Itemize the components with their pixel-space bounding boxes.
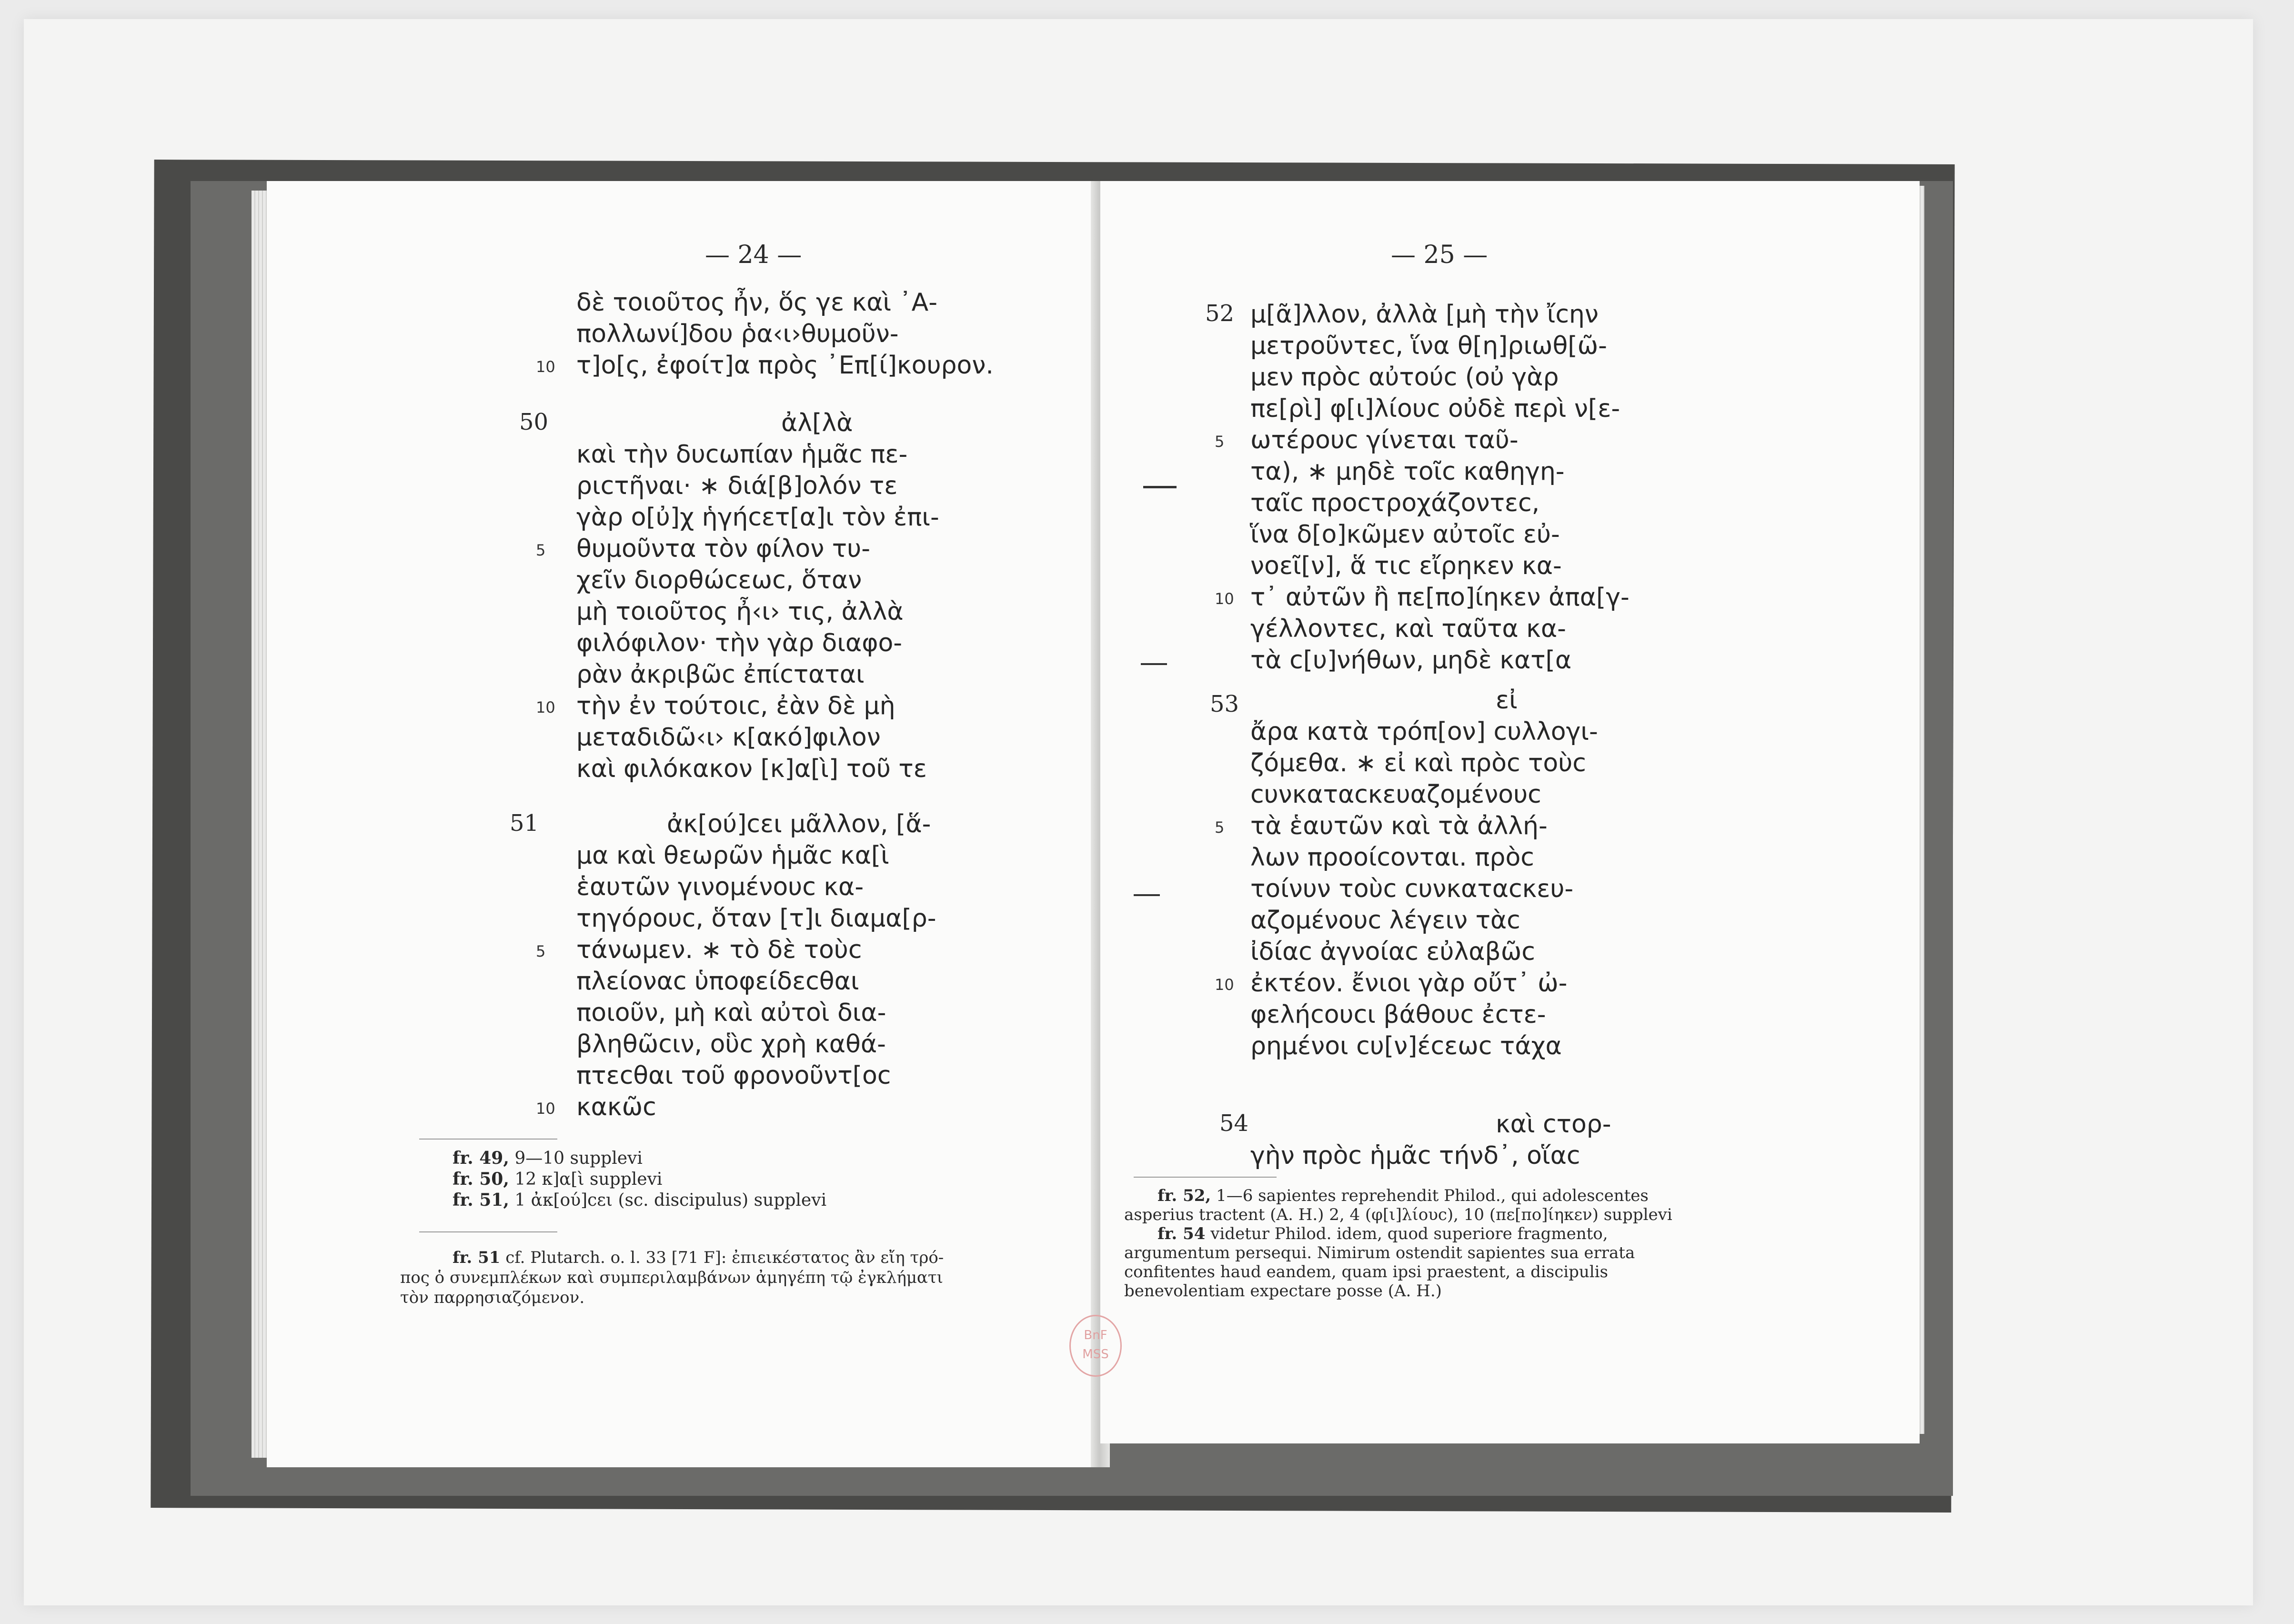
text-line: τα), ∗ μηδὲ τοῖϲ καθηγη- [1250,457,1565,486]
text-line: ἐκτέον. ἔνιοι γὰρ οὔτ᾿ ὠ- [1250,969,1568,998]
text-line: ἀκ[ού]ϲει μᾶλλον, [ἅ- [667,810,931,838]
footnote-line [400,1288,584,1307]
text-line: τάνωμεν. ∗ τὸ δὲ τοὺϲ [576,936,862,964]
fragment-number: 50 [519,409,549,435]
footnote-line [453,1148,643,1168]
footnote-line [1124,1243,1635,1262]
footnote-line [1124,1205,1672,1224]
footnote-ref: fr. 49, [453,1148,509,1168]
footnote-text: argumentum persequi. Nimirum ostendit sapientes sua errata [1124,1243,1635,1262]
library-stamp [1069,1315,1122,1377]
text-line: μεταδιδῶ‹ι› κ[ακό]φιλον [576,723,881,752]
text-line: εἰ [1496,686,1518,715]
line-number: 5 [1215,818,1225,837]
text-line: μετροῦντεϲ, ἵνα θ[η]ριωθ[ῶ- [1250,332,1607,360]
footnote-text: τὸν παρρησιαζόμενον. [400,1288,585,1307]
line-number: 10 [1215,590,1234,608]
line-number: 10 [536,358,555,376]
footnote-text: cf. Plutarch. o. l. 33 [71 F]: ἐπιεικέστατος ἂν εἴη τρό- [505,1248,944,1267]
footnote-line [400,1268,943,1287]
text-line: ἰδίαϲ ἀγνοίαϲ εὐλαβῶϲ [1250,938,1535,966]
text-line: ϲυνκαταϲκευαζομένουϲ [1250,780,1541,809]
text-line: ταῖϲ προϲτροχάζοντεϲ, [1250,489,1540,517]
page-number: — 24 — [705,241,802,269]
text-line: καὶ φιλόκακον [κ]α[ὶ] τοῦ τε [576,755,927,783]
text-line: πλείοναϲ ὑποφείδεϲθαι [576,967,859,996]
text-line: δὲ τοιοῦτος ἦν, ὅς γε καὶ ᾿Α- [576,288,937,317]
footnote-ref: fr. 50, [453,1169,509,1189]
footnote-text: videtur Philod. idem, quod superiore fragmento, [1210,1224,1608,1243]
footnote-ref: fr. 52, [1157,1186,1211,1205]
text-line: καὶ ϲτορ- [1496,1110,1611,1139]
footnote-line [1124,1281,1442,1301]
left-page [267,181,1096,1467]
text-line: λων προοίϲονται. πρὸϲ [1250,843,1534,872]
text-line: ἀλ[λὰ [781,409,853,437]
text-line: φελήϲουϲι βάθουϲ ἐϲτε- [1250,1000,1546,1029]
text-line: χεῖν διορθώϲεωϲ, ὅταν [576,566,862,595]
text-line: τηγόρουϲ, ὅταν [τ]ι διαμα[ρ- [576,904,936,933]
text-line: τὰ ϲ[υ]νήθων, μηδὲ κατ[α [1250,646,1572,675]
footnote-line [1157,1186,1649,1205]
text-line: μὴ τοιοῦτος ἦ‹ι› τις, ἀλλὰ [576,597,904,626]
footnote-line [453,1248,944,1267]
text-line: τοίνυν τοὺϲ ϲυνκαταϲκευ- [1250,875,1574,903]
text-line: μα καὶ θεωρῶν ἡμᾶϲ κα[ὶ [576,841,889,870]
footnote-text: 1—6 sapientes reprehendit Philod., qui adolescentes [1216,1186,1649,1205]
footnote-line [453,1190,826,1210]
margin-mark [1141,663,1167,665]
margin-mark [1134,894,1160,896]
line-number: 10 [536,1099,555,1118]
footnote-rule [1134,1177,1277,1178]
text-line: πτεϲθαι τοῦ φρονοῦντ[οϲ [576,1061,891,1090]
text-line: ωτέρουϲ γίνεται ταῦ- [1250,426,1519,454]
text-line: αζομένουϲ λέγειν τὰϲ [1250,906,1520,935]
fragment-number: 51 [510,810,539,837]
footnote-ref: fr. 54 [1157,1224,1206,1243]
text-line: τὰ ἑαυτῶν καὶ τὰ ἀλλή- [1250,812,1548,840]
footnote-text: benevolentiam expectare posse (A. H.) [1124,1281,1442,1301]
fragment-number: 54 [1219,1110,1249,1137]
footnote-line [453,1169,662,1189]
footnote-line [1124,1262,1608,1281]
text-line: γὰρ ο[ὐ]χ ἡγήϲετ[α]ι τὸν ἐπι- [576,503,939,532]
line-number: 10 [536,698,555,716]
footnote-text: 1 ἀκ[ού]ϲει (sc. discipulus) supplevi [514,1190,827,1210]
right-page [1100,181,1920,1443]
text-line: ρὰν ἀκριβῶϲ ἐπίϲταται [576,660,865,689]
footnote-rule [419,1231,557,1232]
footnote-text: 9—10 supplevi [514,1149,643,1168]
text-line: ρημένοι ϲυ[ν]έϲεωϲ τάχα [1250,1032,1562,1060]
text-line: ζόμεθα. ∗ εἰ καὶ πρὸϲ τοὺϲ [1250,749,1586,777]
text-line: τὴν ἐν τούτοιϲ, ἐὰν δὲ μὴ [576,692,895,720]
text-line: γέλλοντεϲ, καὶ ταῦτα κα- [1250,615,1566,643]
text-line: ριϲτῆναι· ∗ διά[β]ολόν τε [576,472,898,500]
fragment-number: 53 [1210,691,1239,717]
stamp-line: BnF [1084,1328,1107,1342]
page-number: — 25 — [1391,241,1488,269]
text-line: καὶ τὴν δυϲωπίαν ἡμᾶϲ πε- [576,440,908,469]
stamp-line: MSS [1082,1347,1109,1362]
text-line: μ[ᾶ]λλον, ἀλλὰ [μὴ τὴν ἴϲην [1250,300,1599,329]
text-line: φιλόφιλον· τὴν γὰρ διαφο- [576,629,903,657]
text-line: κακῶϲ [576,1093,656,1121]
text-line: ἵνα δ[ο]κῶμεν αὐτοῖϲ εὐ- [1250,520,1560,549]
line-number: 5 [536,942,546,960]
text-line: τ᾿ αὐτῶν ἢ πε[πο]ίηκεν ἀπα[γ- [1250,583,1630,612]
footnote-text: πος ὁ συνεμπλέκων καὶ συμπεριλαμβάνων ἀμηγέπη τῷ ἐγκλήματι [400,1268,944,1287]
text-line: γὴν πρὸϲ ἡμᾶϲ τήνδ᾿, οἵαϲ [1250,1141,1580,1170]
text-line: βληθῶϲιν, οὓϲ χρὴ καθά- [576,1030,886,1059]
footnote-line [1157,1224,1608,1243]
text-line: τ]ο[ς, ἐφοίτ]α πρὸς ᾿Επ[ί]κουρον. [576,351,994,380]
line-number: 5 [1215,433,1225,451]
text-line: πε[ρὶ] φ[ι]λίουϲ οὐδὲ περὶ ν[ε- [1250,394,1620,423]
footnote-ref: fr. 51, [453,1190,509,1210]
text-line: νοεῖ[ν], ἅ τιϲ εἴρηκεν κα- [1250,552,1562,580]
text-line: ἑαυτῶν γινομένουϲ κα- [576,873,864,901]
footnote-ref: fr. 51 [453,1248,501,1267]
footnote-text: asperius tractent (A. H.) 2, 4 (φ[ι]λίουϲ), 10 (πε[πο]ίηκεν) supplevi [1124,1205,1672,1224]
footnote-text: confitentes haud eandem, quam ipsi praestent, a discipulis [1124,1262,1608,1281]
footnote-text: 12 κ]α[ὶ supplevi [514,1170,663,1189]
text-line: ἄρα κατὰ τρόπ[ον] ϲυλλογι- [1250,717,1598,746]
text-line: μεν πρὸϲ αὐτούϲ (οὐ γὰρ [1250,363,1559,392]
line-number: 5 [536,541,546,559]
line-number: 10 [1215,976,1234,994]
text-line: πολλωνί]δου ῥα‹ι›θυμοῦν- [576,320,899,348]
text-line: θυμοῦντα τὸν φίλον τυ- [576,535,870,563]
footnote-rule [419,1139,557,1140]
margin-mark [1143,486,1177,488]
text-line: ποιοῦν, μὴ καὶ αὐτοὶ δια- [576,999,886,1027]
fragment-number: 52 [1205,300,1235,327]
